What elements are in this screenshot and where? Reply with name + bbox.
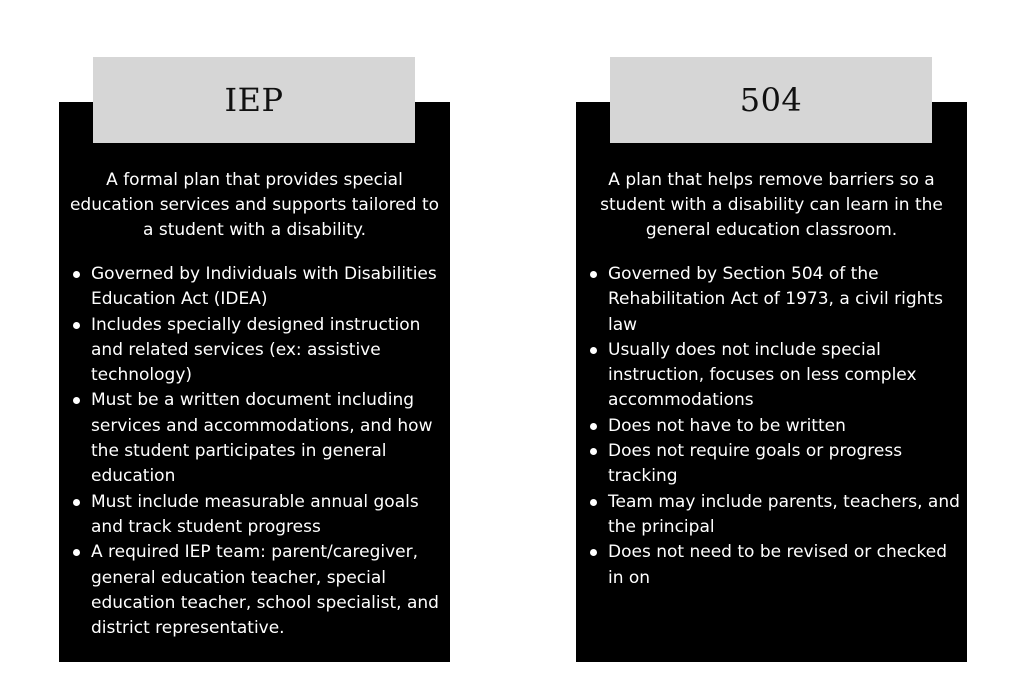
plan504-card [576, 102, 967, 662]
list-item: Team may include parents, teachers, and the principal [588, 490, 967, 541]
plan504-title: 504 [610, 57, 932, 143]
plan504-bullet-list [588, 262, 967, 591]
plan504-description: A plan that helps remove barriers so a student with a disability can learn in the general education classroom. [600, 170, 943, 240]
list-item: Must be a written document including services and accommodations, and how the student participates in general education [71, 388, 450, 489]
list-item: Must include measurable annual goals and track student progress [71, 490, 450, 541]
list-item: A required IEP team: parent/caregiver, general education teacher, special education teacher, school specialist, and district representative. [71, 540, 450, 641]
iep-card [59, 102, 450, 662]
list-item: Governed by Section 504 of the Rehabilitation Act of 1973, a civil rights law [588, 262, 967, 338]
iep-bullet-list [71, 262, 450, 641]
list-item: Includes specially designed instruction and related services (ex: assistive technology) [71, 313, 450, 389]
list-item: Usually does not include special instruction, focuses on less complex accommodations [588, 338, 967, 414]
list-item: Does not require goals or progress tracking [588, 439, 967, 490]
iep-title: IEP [93, 57, 415, 143]
list-item: Does not need to be revised or checked in on [588, 540, 967, 591]
list-item: Governed by Individuals with Disabilities Education Act (IDEA) [71, 262, 450, 313]
iep-description: A formal plan that provides special education services and supports tailored to a student with a disability. [69, 170, 440, 240]
list-item: Does not have to be written [588, 414, 967, 439]
